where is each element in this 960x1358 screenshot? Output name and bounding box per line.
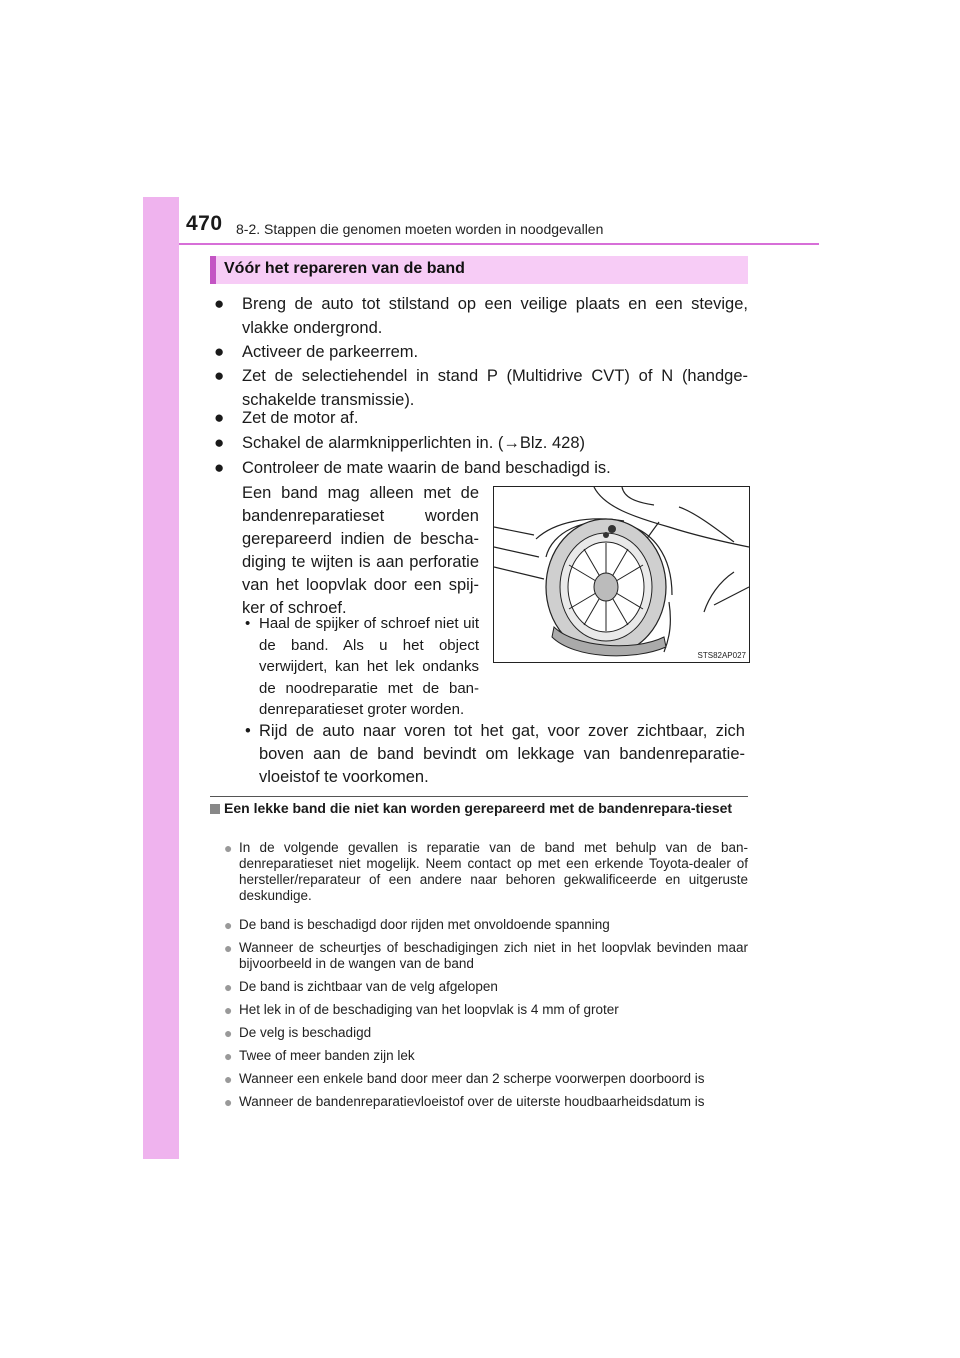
chapter-title: 8-2. Stappen die genomen moeten worden in noodgevallen <box>236 221 604 237</box>
sub-bullet-text: Haal de spijker of schroef niet uit de band. Als u het object verwijdert, kan het lek ondanks de noodreparatie met de ban-denreparatieset groter worden. <box>259 615 479 719</box>
section-header-accent <box>210 256 216 284</box>
note-item <box>224 940 748 972</box>
bullet-text: Zet de motor af. <box>242 409 359 427</box>
bullet-icon: ● <box>224 1025 233 1041</box>
list-item <box>214 456 748 480</box>
note-item <box>224 1094 748 1110</box>
bullet-icon: ● <box>224 917 233 933</box>
bullet-icon: ● <box>224 1071 233 1087</box>
bullet-icon: ● <box>214 408 225 427</box>
square-bullet-icon <box>210 804 220 814</box>
note-item <box>224 979 748 995</box>
header-divider <box>179 243 819 245</box>
bullet-icon: ● <box>224 840 233 856</box>
note-item-text: Wanneer de bandenreparatievloeistof over de uiterste houdbaarheidsdatum is <box>239 1094 705 1109</box>
check-paragraph: Een band mag alleen met de bandenreparatieset worden gerepareerd indien de bescha-diging te wijten is aan perforatie van het loopvlak door een spij-ker of schroef. <box>242 484 479 617</box>
bullet-text: Activeer de parkeerrem. <box>242 343 419 361</box>
bullet-icon: ● <box>224 1094 233 1110</box>
sub-bullet-dot: • <box>245 722 251 740</box>
note-item-text: De band is beschadigd door rijden met onvoldoende spanning <box>239 917 610 932</box>
note-item-text: In de volgende gevallen is reparatie van de band met behulp van de ban-denreparatieset niet mogelijk. Neem contact op met een erkende Toyota-dealer of hersteller/reparateur of een andere naar behoren gekwalificeerde en uitgeruste deskundige. <box>239 840 748 903</box>
bullet-text: Schakel de alarmknipperlichten in. (→Blz. 428) <box>242 434 585 452</box>
note-item <box>224 917 748 933</box>
note-item-text: De band is zichtbaar van de velg afgelopen <box>239 979 498 994</box>
bullet-icon: ● <box>214 366 225 385</box>
bullet-icon: ● <box>224 1002 233 1018</box>
bullet-icon: ● <box>214 294 225 313</box>
figure-caption: STS82AP027 <box>697 651 746 660</box>
sub-bullet <box>245 720 745 789</box>
bullet-icon: ● <box>224 1048 233 1064</box>
section-header <box>210 256 748 284</box>
list-item <box>214 364 748 412</box>
list-item <box>214 406 748 430</box>
note-item-text: De velg is beschadigd <box>239 1025 372 1040</box>
bullet-icon: ● <box>214 342 225 361</box>
note-item <box>224 1025 748 1041</box>
page-number: 470 <box>186 212 223 235</box>
bullet-icon: ● <box>224 940 233 956</box>
note-item-text: Twee of meer banden zijn lek <box>239 1048 415 1063</box>
sub-bullet-dot: • <box>245 615 251 632</box>
chapter-sidebar-tab <box>143 197 179 1159</box>
bullet-text: Controleer de mate waarin de band beschadigd is. <box>242 459 611 477</box>
note-item-text: Wanneer een enkele band door meer dan 2 scherpe voorwerpen doorboord is <box>239 1071 705 1086</box>
bullet-icon: ● <box>224 979 233 995</box>
note-item <box>224 1071 748 1087</box>
note-item-text: Wanneer de scheurtjes of beschadigingen zich niet in het loopvlak bevinden maar bijvoorbeeld in de wangen van de band <box>239 940 748 971</box>
sub-bullet <box>245 613 479 721</box>
car-wheel-drawing <box>494 487 749 662</box>
note-item <box>224 840 748 904</box>
note-item-text: Het lek in of de beschadiging van het loopvlak is 4 mm of groter <box>239 1002 619 1017</box>
bullet-icon: ● <box>214 458 225 477</box>
section-title: Vóór het repareren van de band <box>224 260 465 277</box>
bullet-icon: ● <box>214 433 225 452</box>
note-heading-text: Een lekke band die niet kan worden gerepareerd met de bandenrepara-tieset <box>224 800 733 816</box>
sub-bullet-text: Rijd de auto naar voren tot het gat, voor zover zichtbaar, zich boven aan de band bevindt om lekkage van bandenreparatie-vloeistof te voorkomen. <box>259 722 745 786</box>
note-item <box>224 1048 748 1064</box>
flat-tire-illustration <box>493 486 750 663</box>
list-item <box>214 340 748 364</box>
list-item <box>214 431 748 455</box>
notes-divider <box>210 796 748 797</box>
note-heading <box>210 800 748 817</box>
list-item <box>214 292 748 340</box>
bullet-text: Zet de selectiehendel in stand P (Multidrive CVT) of N (handge-schakelde transmissie). <box>242 367 748 409</box>
note-item <box>224 1002 748 1018</box>
bullet-text: Breng de auto tot stilstand op een veilige plaats en een stevige, vlakke ondergrond. <box>242 295 748 337</box>
